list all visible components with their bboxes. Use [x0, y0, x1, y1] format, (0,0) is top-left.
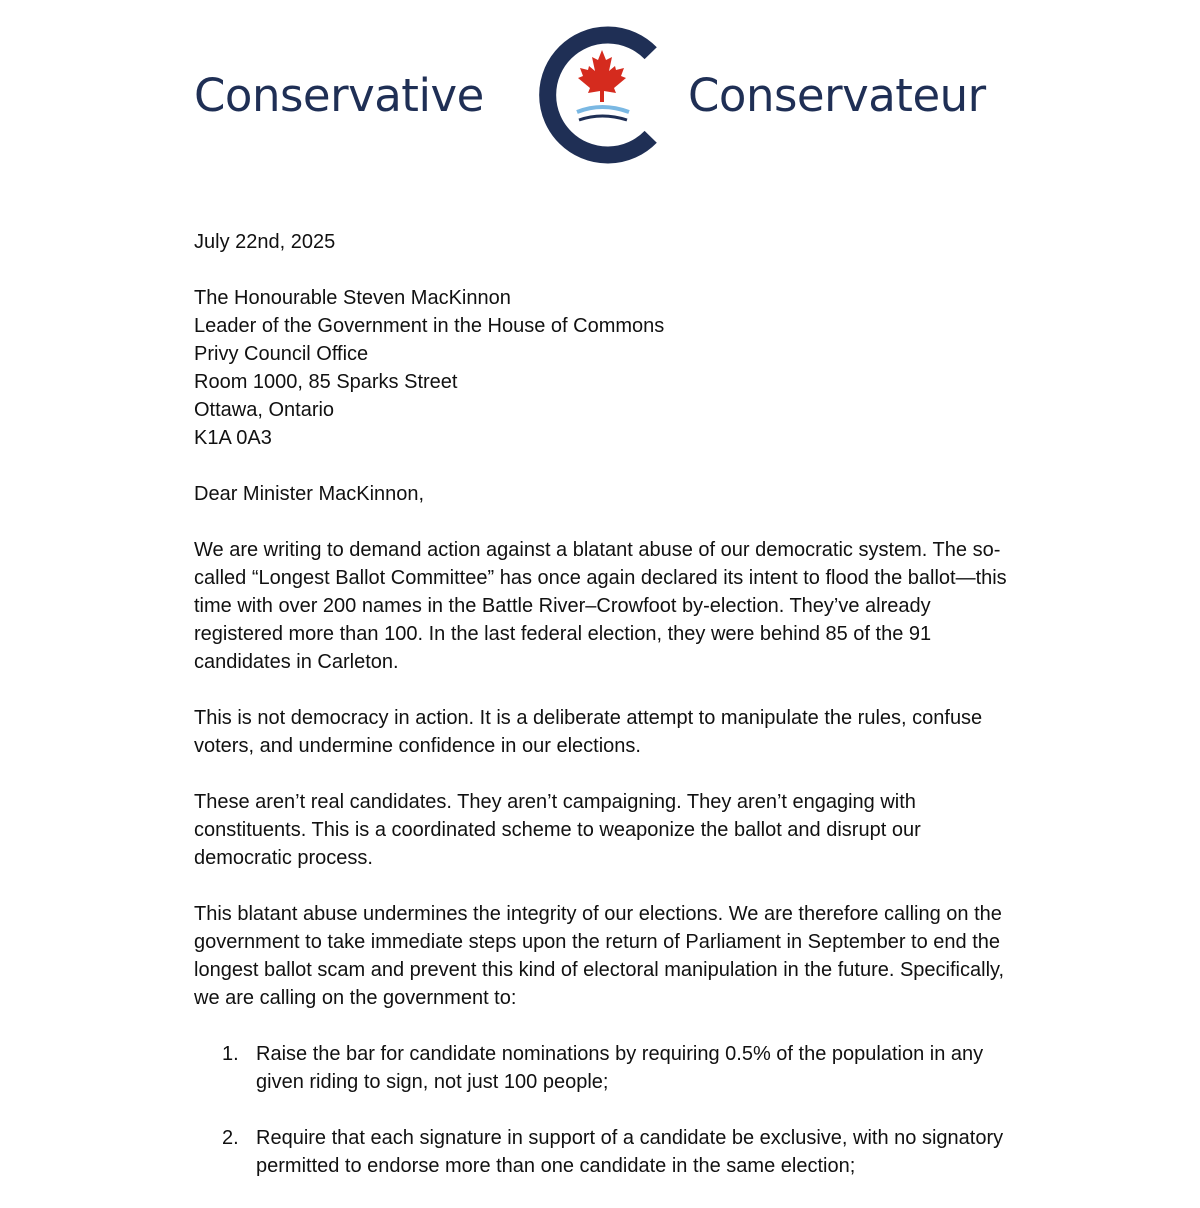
letter-date: July 22nd, 2025: [194, 231, 336, 253]
list-item-text: Require that each signature in support of a candidate be exclusive, with no signatory permitted to endorse more than one candidate in the same election;: [256, 1127, 1004, 1177]
list-item: [194, 1124, 1024, 1180]
recipient-address: [194, 284, 1024, 452]
body-paragraph: This is not democracy in action. It is a deliberate attempt to manipulate the rules, confuse voters, and undermine confidence in our elections.: [194, 707, 983, 757]
salutation: Dear Minister MacKinnon,: [194, 483, 425, 505]
recipient-line: Room 1000, 85 Sparks Street: [194, 371, 458, 393]
recipient-line: Privy Council Office: [194, 343, 369, 365]
demands-list: [194, 1040, 1024, 1180]
recipient-line: K1A 0A3: [194, 427, 272, 449]
recipient-line: Ottawa, Ontario: [194, 399, 335, 421]
body-paragraph: This blatant abuse undermines the integrity of our elections. We are therefore calling on the government to take immediate steps upon the return of Parliament in September to end the longest ballot scam and prevent this kind of electoral manipulation in the future. Specifically, we are calling on the government to:: [194, 903, 1005, 1009]
recipient-line: The Honourable Steven MacKinnon: [194, 287, 511, 309]
letterhead: [0, 0, 1200, 175]
brand-name-french: Conservateur: [688, 69, 986, 122]
list-item-number: 1.: [222, 1043, 239, 1065]
brand-name-english: Conservative: [194, 69, 484, 122]
list-item-number: 2.: [222, 1127, 239, 1149]
body-paragraph: These aren’t real candidates. They aren’t campaigning. They aren’t engaging with constituents. This is a coordinated scheme to weaponize the ballot and disrupt our democratic process.: [194, 791, 921, 869]
recipient-line: Leader of the Government in the House of Commons: [194, 315, 665, 337]
list-item-text: Raise the bar for candidate nominations by requiring 0.5% of the population in any given riding to sign, not just 100 people;: [256, 1043, 984, 1093]
letter-body: [194, 228, 1024, 1208]
body-paragraph: We are writing to demand action against a blatant abuse of our democratic system. The so-called “Longest Ballot Committee” has once again declared its intent to flood the ballot—this time with over 200 names in the Battle River–Crowfoot by-election. They’ve already registered more than 100. In the last federal election, they were behind 85 of the 91 candidates in Carleton.: [194, 539, 1007, 673]
maple-leaf-c-icon: [532, 20, 672, 170]
list-item: [194, 1040, 1024, 1096]
